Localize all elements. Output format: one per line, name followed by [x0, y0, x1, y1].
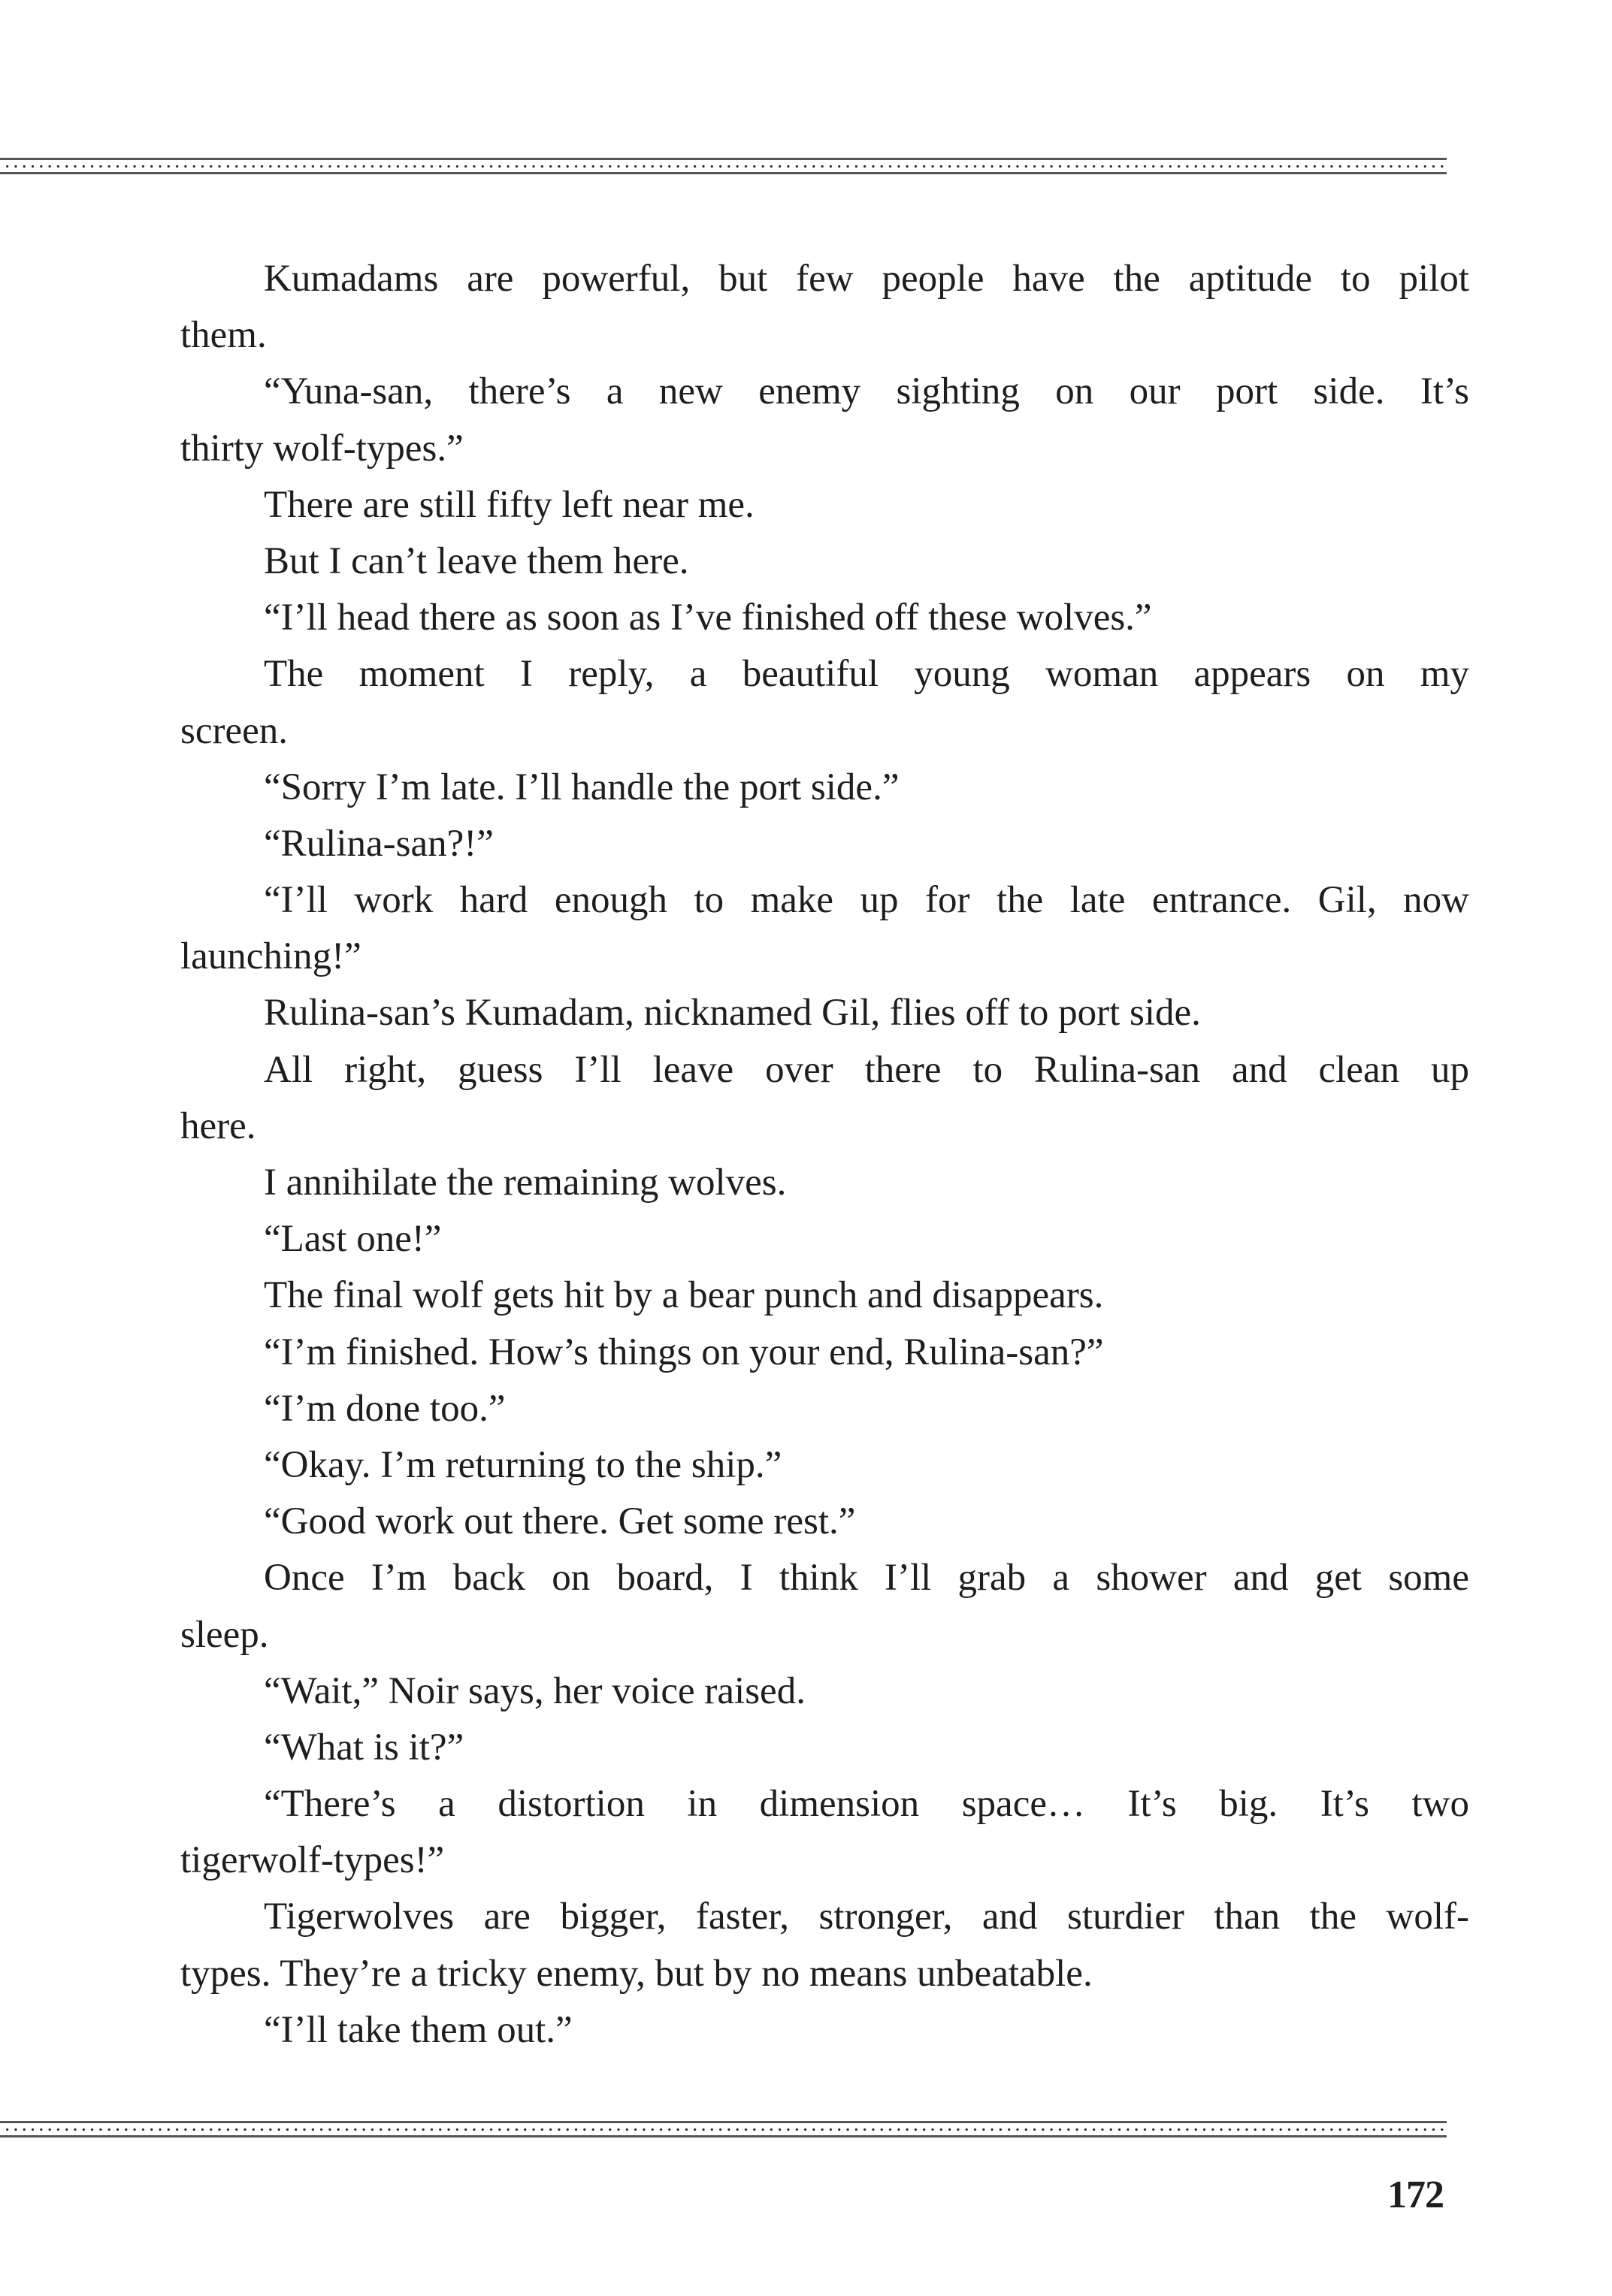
paragraph: [180, 477, 1469, 533]
text-line: “What is it?”: [264, 1726, 464, 1769]
text-line: Once I’m back on board, I think I’ll grab a shower and get some: [264, 1557, 1469, 1600]
text-line: All right, guess I’ll leave over there to Rulina-san and clean up: [264, 1048, 1469, 1091]
paragraph: [180, 872, 1469, 985]
text-line: launching!”: [180, 935, 361, 978]
text-line: “I’m finished. How’s things on your end, Rulina-san?”: [264, 1331, 1104, 1373]
text-line: “I’ll work hard enough to make up for the late entrance. Gil, now: [264, 879, 1469, 922]
text-line: here.: [180, 1104, 256, 1147]
text-line: But I can’t leave them here.: [264, 539, 689, 582]
paragraph: [180, 1381, 1469, 1437]
paragraph: [180, 1211, 1469, 1267]
text-line: “I’ll take them out.”: [264, 2008, 573, 2051]
text-line: “Sorry I’m late. I’ll handle the port side.”: [264, 766, 900, 808]
text-line: The final wolf gets hit by a bear punch and disappears.: [264, 1274, 1104, 1317]
text-line: “Yuna-san, there’s a new enemy sighting on our port side. It’s: [264, 370, 1469, 413]
text-line: There are still fifty left near me.: [264, 483, 755, 526]
text-line: Rulina-san’s Kumadam, nicknamed Gil, flies off to port side.: [264, 992, 1201, 1035]
dotted-ornament: [3, 165, 1447, 168]
paragraph: [180, 1155, 1469, 1211]
text-line: Kumadams are powerful, but few people have the aptitude to pilot: [264, 258, 1469, 300]
paragraph: [180, 760, 1469, 816]
paragraph: [180, 251, 1469, 364]
text-line: “Good work out there. Get some rest.”: [264, 1500, 856, 1543]
text-line: “Rulina-san?!”: [264, 822, 494, 865]
paragraph: [180, 1720, 1469, 1776]
paragraph: [180, 985, 1469, 1041]
paragraph: [180, 1494, 1469, 1550]
paragraph: [180, 1042, 1469, 1155]
paragraph: [180, 1550, 1469, 1663]
footer-rule: [0, 2121, 1447, 2137]
text-line: tigerwolf-types!”: [180, 1839, 445, 1882]
text-line: Tigerwolves are bigger, faster, stronger, and sturdier than the wolf-: [264, 1896, 1469, 1938]
text-line: “There’s a distortion in dimension space… It’s big. It’s two: [264, 1783, 1469, 1826]
text-line: sleep.: [180, 1613, 269, 1656]
paragraph: [180, 590, 1469, 646]
page-number: 172: [1387, 2174, 1444, 2216]
paragraph: [180, 364, 1469, 476]
paragraph: [180, 1663, 1469, 1720]
paragraph: [180, 646, 1469, 759]
dotted-ornament: [3, 2128, 1447, 2131]
text-line: I annihilate the remaining wolves.: [264, 1162, 787, 1204]
body-text: [180, 251, 1469, 2059]
paragraph: [180, 2002, 1469, 2059]
text-line: “I’ll head there as soon as I’ve finished off these wolves.”: [264, 597, 1152, 639]
text-line: them.: [180, 314, 267, 357]
text-line: screen.: [180, 709, 288, 752]
text-line: types. They’re a tricky enemy, but by no means unbeatable.: [180, 1952, 1093, 1995]
paragraph: [180, 816, 1469, 872]
paragraph: [180, 1889, 1469, 2001]
text-line: thirty wolf-types.”: [180, 427, 464, 470]
text-line: The moment I reply, a beautiful young woman appears on my: [264, 653, 1469, 696]
text-line: “I’m done too.”: [264, 1387, 506, 1430]
text-line: “Wait,” Noir says, her voice raised.: [264, 1669, 806, 1712]
paragraph: [180, 533, 1469, 590]
paragraph: [180, 1325, 1469, 1381]
paragraph: [180, 1437, 1469, 1494]
text-line: “Okay. I’m returning to the ship.”: [264, 1443, 782, 1486]
paragraph: [180, 1267, 1469, 1324]
text-line: “Last one!”: [264, 1218, 442, 1261]
paragraph: [180, 1776, 1469, 1889]
header-rule: [0, 158, 1447, 174]
